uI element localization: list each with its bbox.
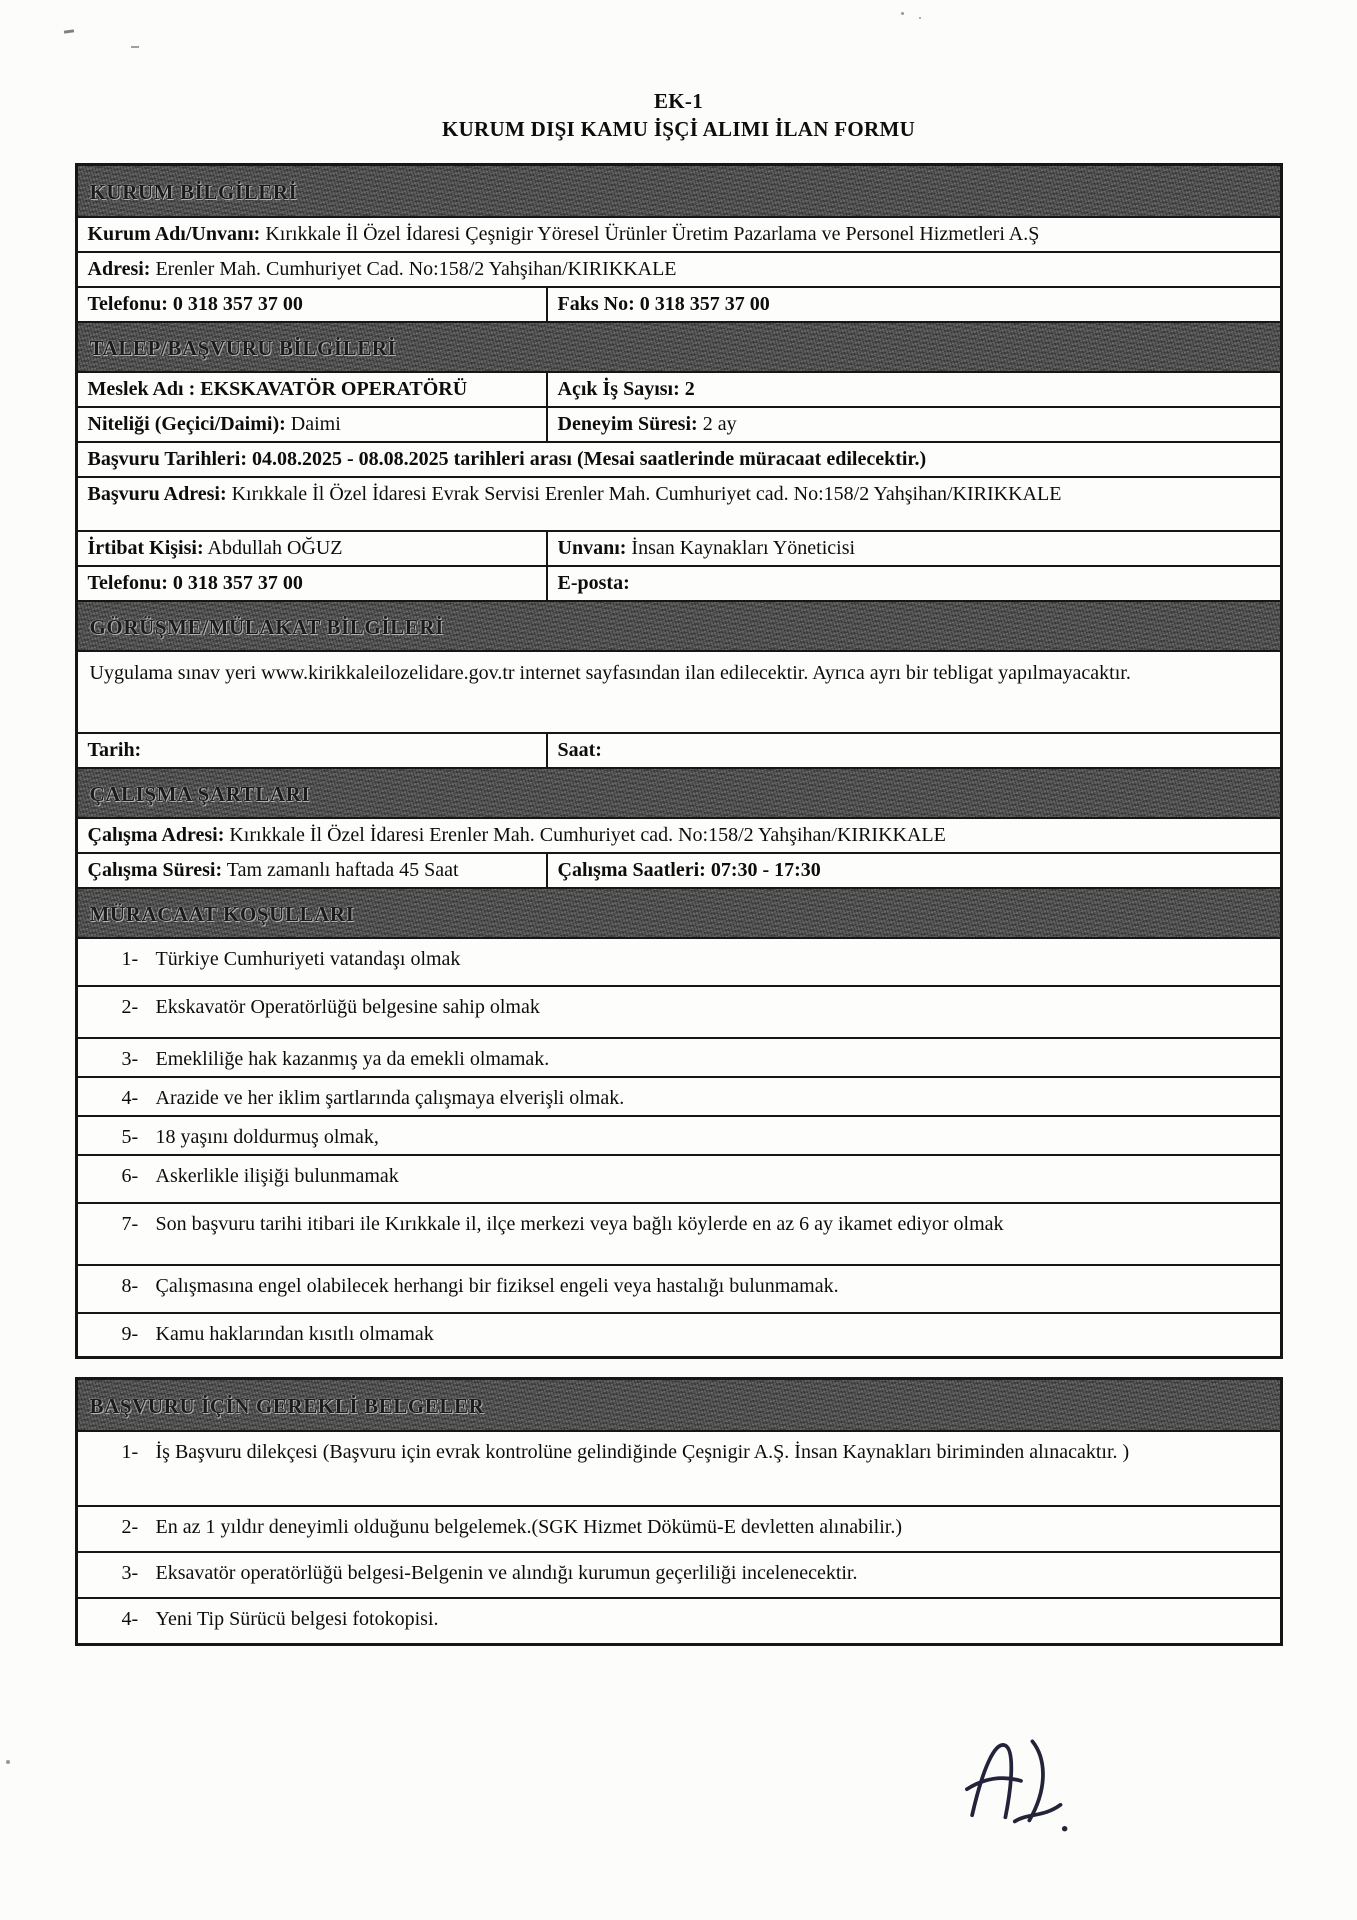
belgeler-table: [75, 1377, 1283, 1646]
row-adres: [78, 251, 1280, 286]
basvuru-tarihleri-value: 04.08.2025 - 08.08.2025 tarihleri arası (Mesai saatlerinde müracaat edilecektir.): [251, 448, 927, 471]
calisma-suresi-cell: [78, 854, 548, 887]
signature-icon: [962, 1732, 1080, 1836]
faks-value: 0 318 357 37 00: [639, 293, 770, 316]
irtibat-cell: [78, 532, 548, 565]
calisma-suresi-label: Çalışma Süresi:: [87, 859, 223, 882]
form-table: [75, 163, 1283, 1359]
muracaat-item-1: [78, 937, 1280, 985]
row-sinav-aciklama: [78, 650, 1280, 732]
item-text: Kamu haklarından kısıtlı olmamak: [155, 1323, 434, 1346]
muracaat-item-5: [78, 1115, 1280, 1154]
calisma-adresi-value: Kırıkkale İl Özel İdaresi Erenler Mah. Cumhuriyet cad. No:158/2 Yahşihan/KIRIKKALE: [229, 824, 946, 847]
telefon-value: 0 318 357 37 00: [172, 293, 303, 316]
item-number: 8-: [121, 1275, 139, 1298]
saat-cell: [548, 734, 1280, 767]
row-basvuru-tarihleri: [78, 441, 1280, 476]
section-gap: [0, 1359, 1357, 1377]
muracaat-item-2: [78, 985, 1280, 1037]
item-number: 4-: [121, 1608, 139, 1631]
row-meslek: [78, 371, 1280, 406]
item-text: Yeni Tip Sürücü belgesi fotokopisi.: [155, 1608, 439, 1631]
belge-item-3: [78, 1551, 1280, 1597]
basvuru-adresi-cell: [78, 478, 1280, 530]
kurum-adi-cell: [78, 218, 1280, 251]
muracaat-item-7: [78, 1202, 1280, 1264]
row-calisma-adresi: [78, 817, 1280, 852]
item-text: Son başvuru tarihi itibari ile Kırıkkale il, ilçe merkezi veya bağlı köylerde en az 6 ay ikamet ediyor olmak: [155, 1213, 1004, 1236]
nitelik-cell: [78, 408, 548, 441]
item-number: 4-: [121, 1087, 139, 1110]
row-irtibat: [78, 530, 1280, 565]
sinav-aciklama-text: Uygulama sınav yeri www.kirikkaleilozelidare.gov.tr internet sayfasından ilan edilecektir. Ayrıca ayrı bir tebligat yapılmayacaktır.: [89, 662, 1131, 685]
row-telefon-faks: [78, 286, 1280, 321]
nitelik-label: Niteliği (Geçici/Daimi):: [87, 413, 286, 436]
item-text: En az 1 yıldır deneyimli olduğunu belgelemek.(SGK Hizmet Dökümü-E devletten alınabilir.): [155, 1516, 902, 1539]
item-text: Emekliliğe hak kazanmış ya da emekli olmamak.: [155, 1048, 550, 1071]
item-number: 1-: [121, 948, 139, 971]
item-number: 7-: [121, 1213, 139, 1236]
muracaat-item-9: [78, 1312, 1280, 1356]
row-basvuru-adresi: [78, 476, 1280, 530]
saat-label: Saat:: [557, 739, 602, 762]
section-header-gerekli-belgeler: BAŞVURU İÇİN GEREKLİ BELGELER: [78, 1380, 1280, 1430]
item-text: Çalışmasına engel olabilecek herhangi bir fiziksel engeli veya hastalığı bulunmamak.: [155, 1275, 839, 1298]
adres-value: Erenler Mah. Cumhuriyet Cad. No:158/2 Yahşihan/KIRIKKALE: [155, 258, 677, 281]
calisma-saatleri-cell: [548, 854, 1280, 887]
talep-telefon-cell: [78, 567, 548, 600]
tarih-cell: [78, 734, 548, 767]
muracaat-item-3: [78, 1037, 1280, 1076]
basvuru-tarihleri-label: Başvuru Tarihleri:: [87, 448, 247, 471]
belge-item-1: [78, 1430, 1280, 1505]
basvuru-tarihleri-cell: [78, 443, 1280, 476]
meslek-value: EKSKAVATÖR OPERATÖRÜ: [200, 378, 468, 401]
item-text: İş Başvuru dilekçesi (Başvuru için evrak kontrolüne gelindiğinde Çeşnigir A.Ş. İnsan Kaynakları biriminden alınacaktır. ): [155, 1441, 1130, 1464]
adres-label: Adresi:: [87, 258, 151, 281]
basvuru-adresi-label: Başvuru Adresi:: [87, 483, 227, 506]
item-number: 3-: [121, 1048, 139, 1071]
section-header-kurum-bilgileri: KURUM BİLGİLERİ: [78, 166, 1280, 216]
muracaat-item-8: [78, 1264, 1280, 1312]
calisma-saatleri-value: 07:30 - 17:30: [710, 859, 821, 882]
calisma-saatleri-label: Çalışma Saatleri:: [557, 859, 706, 882]
basvuru-adresi-value: Kırıkkale İl Özel İdaresi Evrak Servisi Erenler Mah. Cumhuriyet cad. No:158/2 Yahşihan/KIRIKKALE: [231, 483, 1062, 506]
belge-item-4: [78, 1597, 1280, 1643]
scan-artifact: [901, 12, 904, 15]
section-header-gorusme-mulakat: GÖRÜŞME/MÜLAKAT BİLGİLERİ: [78, 600, 1280, 650]
calisma-adresi-label: Çalışma Adresi:: [87, 824, 225, 847]
unvan-value: İnsan Kaynakları Yöneticisi: [631, 537, 856, 560]
unvan-cell: [548, 532, 1280, 565]
row-tarih-saat: [78, 732, 1280, 767]
scan-artifact: [6, 1760, 10, 1764]
muracaat-item-6: [78, 1154, 1280, 1202]
acik-is-label: Açık İş Sayısı:: [557, 378, 680, 401]
item-text: Askerlikle ilişiği bulunmamak: [155, 1165, 399, 1188]
item-text: 18 yaşını doldurmuş olmak,: [155, 1126, 379, 1149]
doc-title-main: KURUM DIŞI KAMU İŞÇİ ALIMI İLAN FORMU: [441, 116, 916, 141]
irtibat-value: Abdullah OĞUZ: [207, 537, 343, 560]
faks-cell: [548, 288, 1280, 321]
acik-is-value: 2: [684, 378, 695, 401]
talep-telefon-label: Telefonu:: [87, 572, 168, 595]
item-number: 9-: [121, 1323, 139, 1346]
section-header-talep-basvuru: TALEP/BAŞVURU BİLGİLERİ: [78, 321, 1280, 371]
kurum-adi-label: Kurum Adı/Unvanı:: [87, 223, 261, 246]
meslek-cell: [78, 373, 548, 406]
deneyim-value: 2 ay: [702, 413, 737, 436]
kurum-adi-value: Kırıkkale İl Özel İdaresi Çeşnigir Yöresel Ürünler Üretim Pazarlama ve Personel Hizmetleri A.Ş: [265, 223, 1040, 246]
talep-telefon-value: 0 318 357 37 00: [172, 572, 303, 595]
row-calisma-suresi: [78, 852, 1280, 887]
item-number: 1-: [121, 1441, 139, 1464]
item-number: 6-: [121, 1165, 139, 1188]
belge-item-2: [78, 1505, 1280, 1551]
section-header-calisma-sartlari: ÇALIŞMA ŞARTLARI: [78, 767, 1280, 817]
item-text: Eksavatör operatörlüğü belgesi-Belgenin ve alındığı kurumun geçerliliği incelenecektir.: [155, 1562, 858, 1585]
calisma-adresi-cell: [78, 819, 1280, 852]
item-number: 2-: [121, 996, 139, 1019]
adres-cell: [78, 253, 1280, 286]
unvan-label: Unvanı:: [557, 537, 627, 560]
item-number: 3-: [121, 1562, 139, 1585]
item-text: Arazide ve her iklim şartlarında çalışmaya elverişli olmak.: [155, 1087, 625, 1110]
irtibat-label: İrtibat Kişisi:: [87, 537, 204, 560]
scan-artifact: [919, 17, 921, 19]
row-kurum-adi: [78, 216, 1280, 251]
item-text: Ekskavatör Operatörlüğü belgesine sahip olmak: [155, 996, 540, 1019]
acik-is-cell: [548, 373, 1280, 406]
row-nitelik: [78, 406, 1280, 441]
deneyim-label: Deneyim Süresi:: [557, 413, 698, 436]
telefon-cell: [78, 288, 548, 321]
item-number: 2-: [121, 1516, 139, 1539]
nitelik-value: Daimi: [290, 413, 341, 436]
eposta-label: E-posta:: [557, 572, 630, 595]
section-header-muracaat-kosullari: MÜRACAAT KOŞULLARI: [78, 887, 1280, 937]
meslek-label: Meslek Adı :: [87, 378, 196, 401]
scan-artifact: [131, 46, 139, 48]
tarih-label: Tarih:: [87, 739, 142, 762]
row-telefon-eposta: [78, 565, 1280, 600]
item-number: 5-: [121, 1126, 139, 1149]
faks-label: Faks No:: [557, 293, 635, 316]
scan-artifact: [64, 29, 74, 33]
muracaat-item-4: [78, 1076, 1280, 1115]
item-text: Türkiye Cumhuriyeti vatandaşı olmak: [155, 948, 461, 971]
telefon-label: Telefonu:: [87, 293, 168, 316]
calisma-suresi-value: Tam zamanlı haftada 45 Saat: [226, 859, 459, 882]
doc-title-ek: EK-1: [653, 89, 704, 113]
deneyim-cell: [548, 408, 1280, 441]
eposta-cell: [548, 567, 1280, 600]
